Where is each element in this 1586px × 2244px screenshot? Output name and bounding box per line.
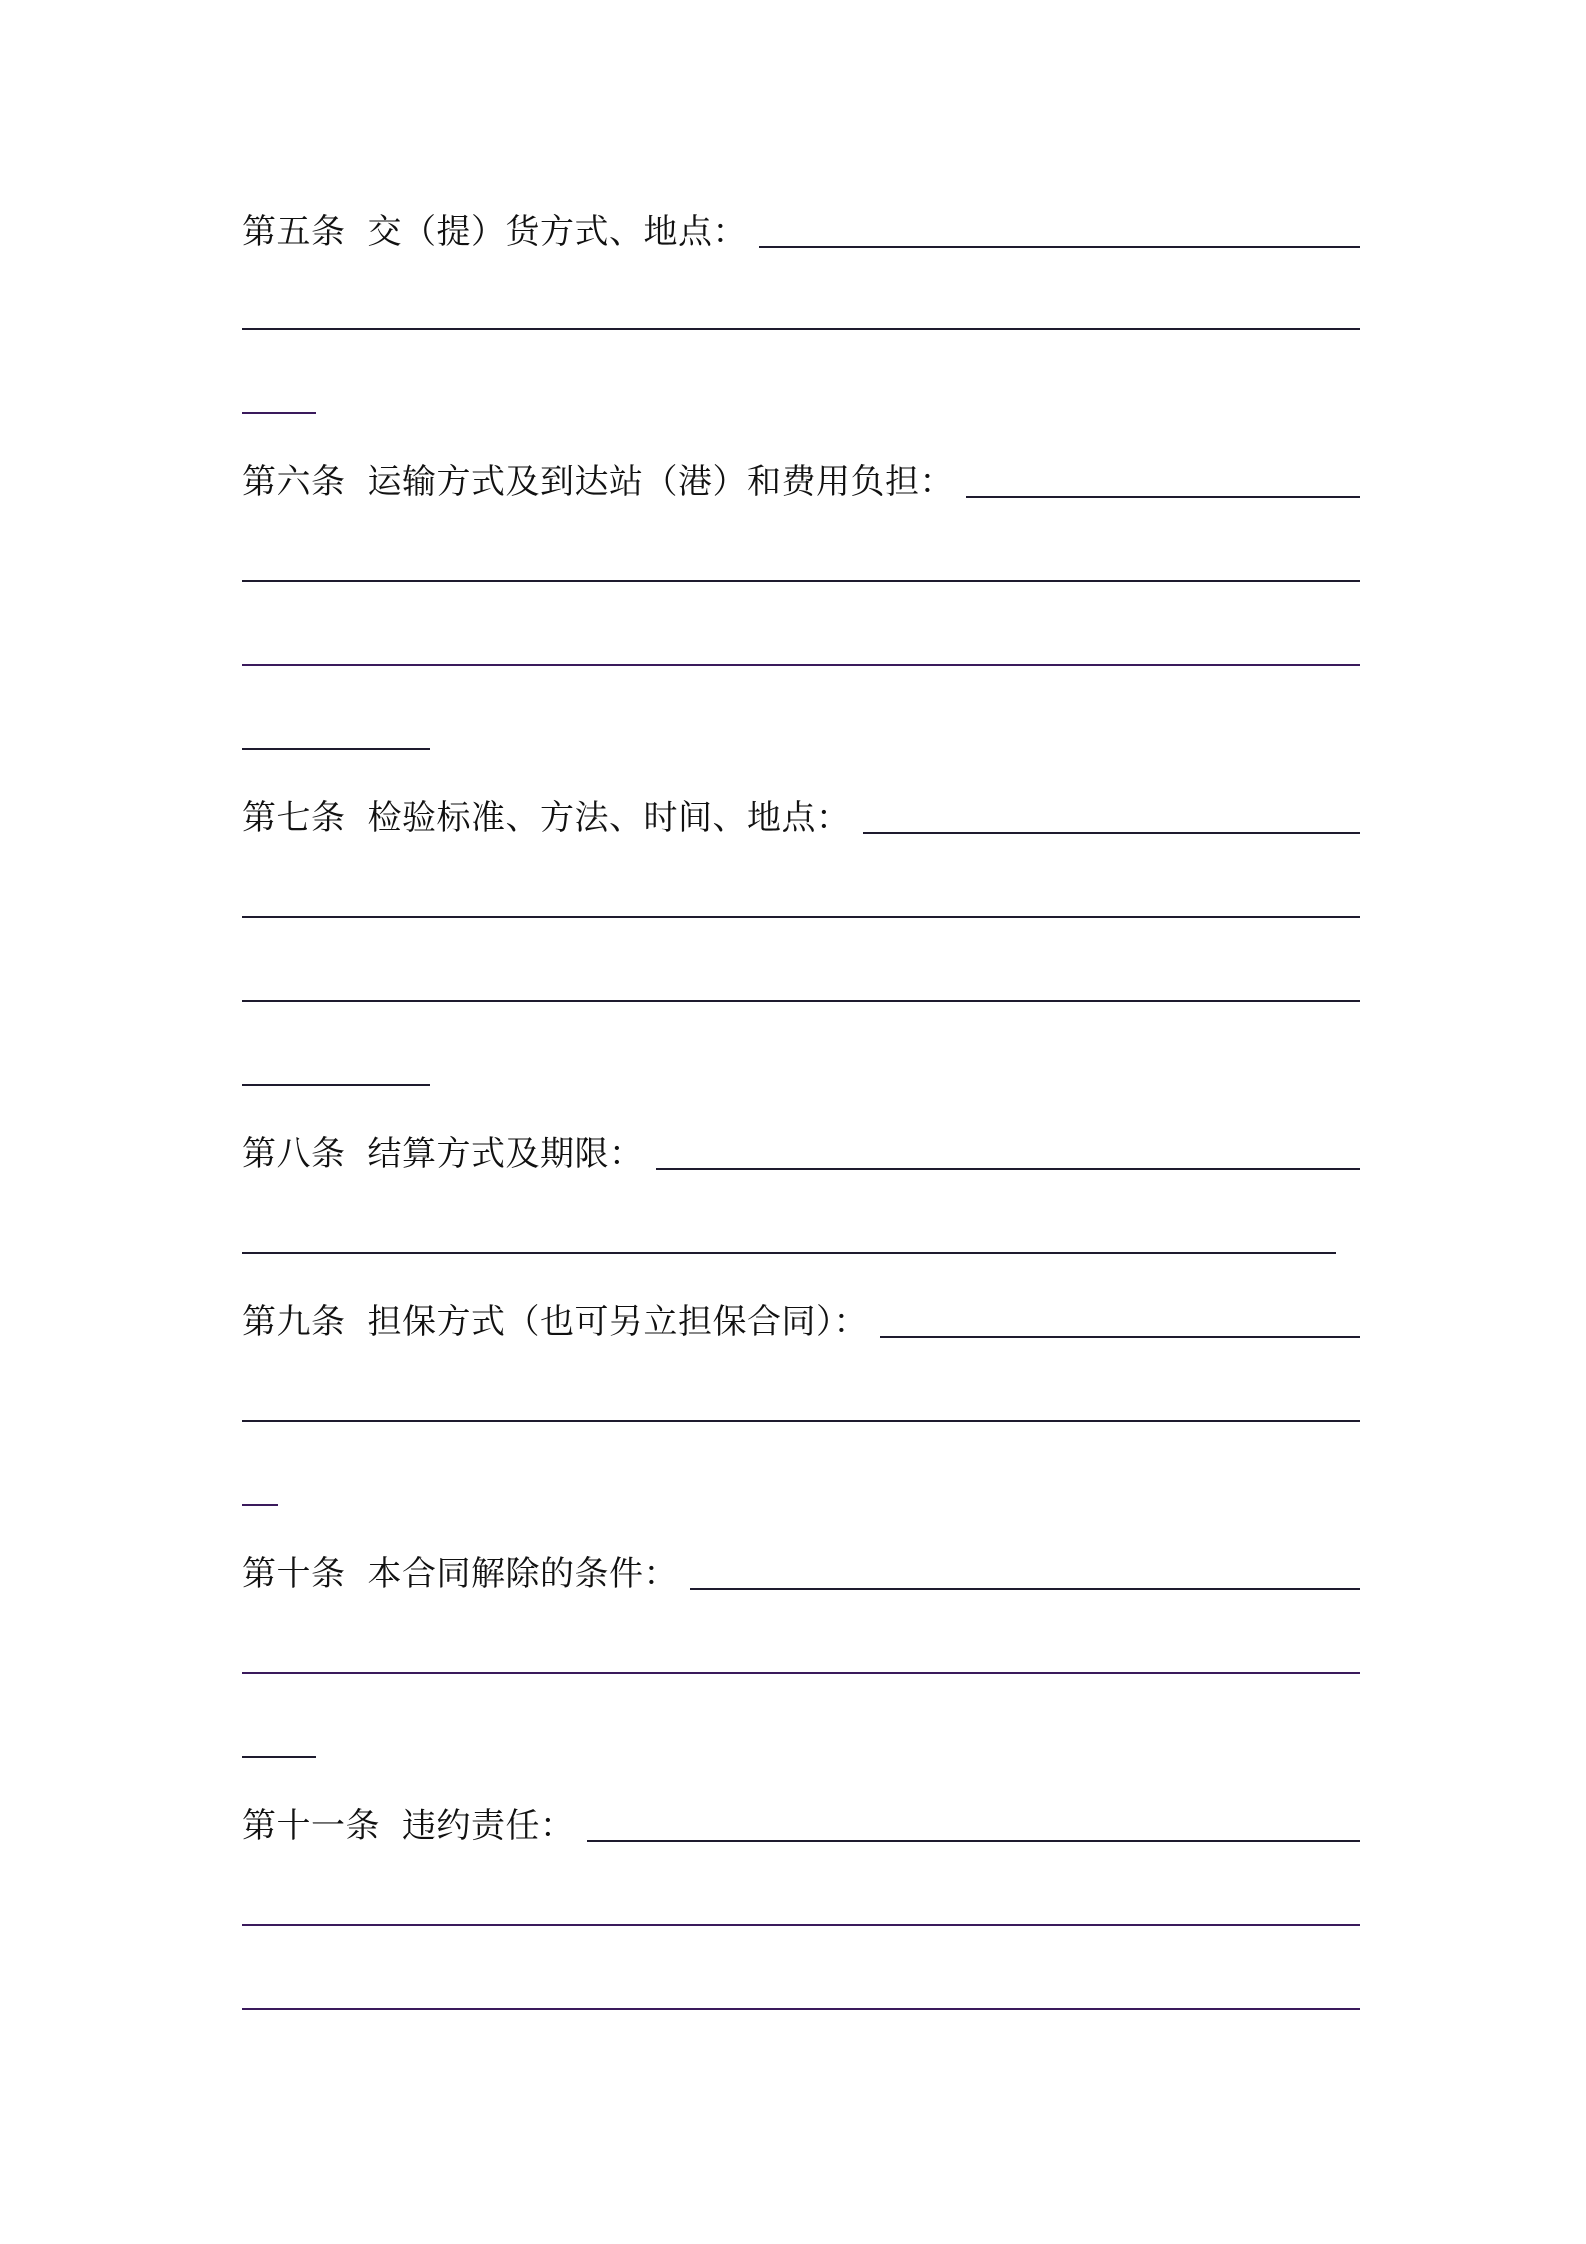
clause-11-number: 第十一条 <box>242 1806 380 1846</box>
clause-6-fill-line-3[interactable] <box>242 748 430 750</box>
clause-8-title: 结算方式及期限： <box>367 1134 644 1174</box>
clause-10-number: 第十条 <box>242 1554 346 1594</box>
clause-5-number: 第五条 <box>242 212 346 252</box>
clause-11-line <box>242 1800 1360 1846</box>
clause-8-line <box>242 1128 1360 1174</box>
clause-9-line <box>242 1296 1360 1342</box>
clause-7-fill-line-3[interactable] <box>242 1084 430 1086</box>
clause-10-fill-line-2[interactable] <box>242 1756 316 1758</box>
clause-11-blank[interactable] <box>587 1840 1361 1842</box>
clause-6-fill-line-1[interactable] <box>242 580 1360 582</box>
clause-7-fill-line-2[interactable] <box>242 1000 1360 1002</box>
clause-7-title: 检验标准、方法、时间、地点： <box>367 798 851 838</box>
clause-6-fill-line-2[interactable] <box>242 664 1360 666</box>
clause-7-line <box>242 792 1360 838</box>
clause-8-number: 第八条 <box>242 1134 346 1174</box>
clause-7-blank[interactable] <box>863 832 1361 834</box>
clause-11-fill-line-1[interactable] <box>242 1924 1360 1926</box>
clause-6-blank[interactable] <box>966 496 1360 498</box>
clause-10-line <box>242 1548 1360 1594</box>
clause-10-title: 本合同解除的条件： <box>367 1554 678 1594</box>
clause-9-fill-line-1[interactable] <box>242 1420 1360 1422</box>
clause-8-blank[interactable] <box>656 1168 1361 1170</box>
clause-7-fill-line-1[interactable] <box>242 916 1360 918</box>
clause-5-fill-line-2[interactable] <box>242 412 316 414</box>
clause-5-fill-line-1[interactable] <box>242 328 1360 330</box>
clause-9-number: 第九条 <box>242 1302 346 1342</box>
clause-9-fill-line-2[interactable] <box>242 1504 278 1506</box>
clause-7-number: 第七条 <box>242 798 346 838</box>
clause-5-title: 交（提）货方式、地点： <box>367 212 747 252</box>
clause-6-title: 运输方式及到达站（港）和费用负担： <box>367 462 954 502</box>
clause-10-blank[interactable] <box>690 1588 1360 1590</box>
clause-6-line <box>242 456 1360 502</box>
clause-9-title: 担保方式（也可另立担保合同）： <box>367 1302 868 1342</box>
clause-9-blank[interactable] <box>880 1336 1360 1338</box>
clause-10-fill-line-1[interactable] <box>242 1672 1360 1674</box>
clause-11-title: 违约责任： <box>402 1806 575 1846</box>
clause-6-number: 第六条 <box>242 462 346 502</box>
clause-8-fill-line-1[interactable] <box>242 1252 1336 1254</box>
clause-5-blank[interactable] <box>759 246 1360 248</box>
clause-5-line <box>242 206 1360 252</box>
clause-11-fill-line-2[interactable] <box>242 2008 1360 2010</box>
